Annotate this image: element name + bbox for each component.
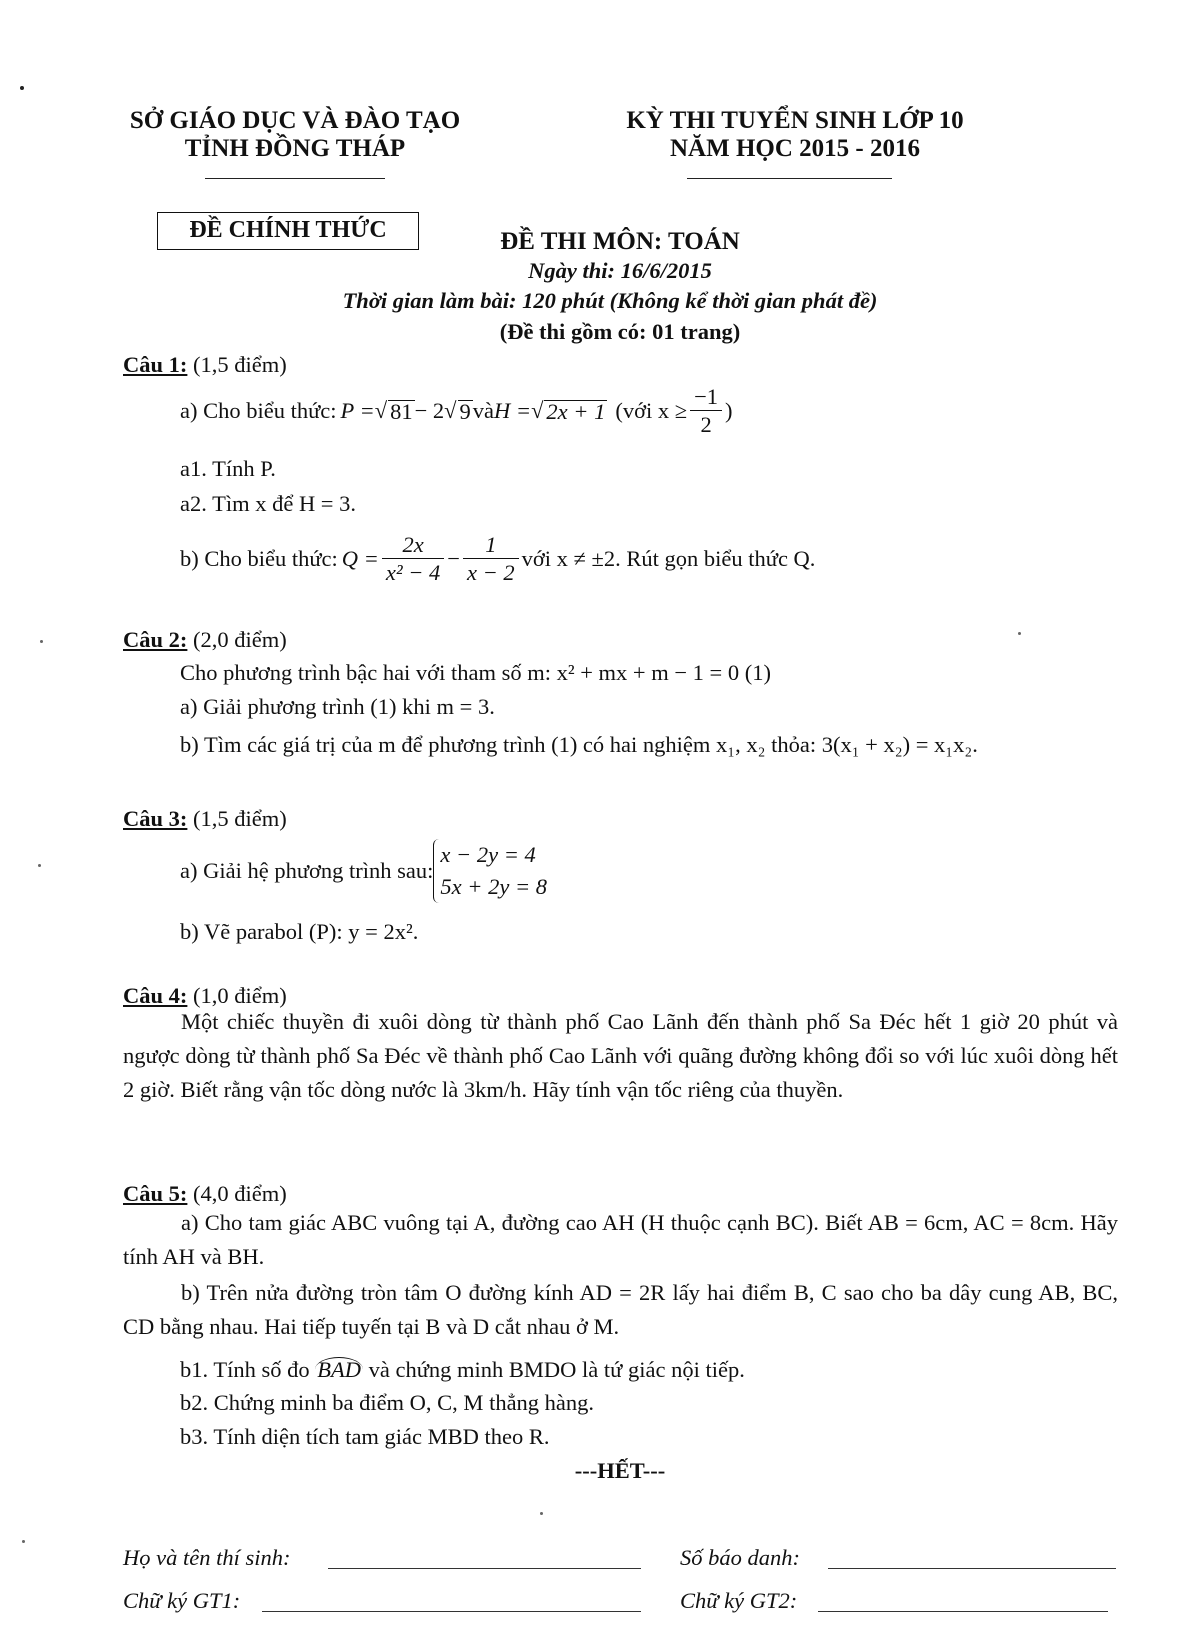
scan-speck bbox=[1018, 632, 1021, 635]
q5-b3: b3. Tính diện tích tam giác MBD theo R. bbox=[180, 1424, 550, 1449]
q2-b: b) Tìm các giá trị của m để phương trình (1) có hai nghiệm x₁, x₂ thỏa: 3(x₁ + x₂) = x₁x₂. bbox=[180, 732, 978, 757]
candidate-name-line bbox=[328, 1568, 641, 1569]
q3-heading bbox=[123, 806, 287, 832]
q1-heading bbox=[123, 352, 287, 378]
q5-heading bbox=[123, 1181, 287, 1207]
scan-speck bbox=[38, 864, 41, 867]
scan-speck bbox=[540, 1512, 543, 1515]
q1-b: b) Cho biểu thức: Q = $\frac{2x}{\text{x² − 4}}$ − $\frac{1}{x - 2}$ với x ≠ ±2. Rút gọn biểu thức Q. bbox=[180, 531, 816, 585]
q1-label: Câu 1: bbox=[123, 352, 188, 377]
exam-date: Ngày thi: 16/6/2015 bbox=[528, 258, 712, 283]
candidate-id-label: Số báo danh: bbox=[680, 1545, 800, 1570]
q5-b: b) Trên nửa đường tròn tâm O đường kính AD = 2R lấy hai điểm B, C sao cho ba dây cung AB, BC, CD bằng nhau. Hai tiếp tuyến tại B và D cắt nhau ở M. bbox=[123, 1280, 1118, 1339]
q1-a2: a2. Tìm x để H = 3. bbox=[180, 491, 357, 516]
exam-duration: Thời gian làm bài: 120 phút (Không kể thời gian phát đề) bbox=[342, 288, 878, 313]
exam-line-2: NĂM HỌC 2015 - 2016 bbox=[670, 135, 920, 162]
q1-points: (1,5 điểm) bbox=[187, 352, 287, 377]
q2-label: Câu 2: bbox=[123, 627, 188, 652]
q5-b1: b1. Tính số đo BAD và chứng minh BMDO là tứ giác nội tiếp. bbox=[180, 1357, 745, 1382]
official-badge-text: ĐỀ CHÍNH THỨC bbox=[189, 217, 387, 243]
issuer-line-1: SỞ GIÁO DỤC VÀ ĐÀO TẠO bbox=[129, 107, 461, 134]
q3-a: a) Giải hệ phương trình sau: x − 2y = 4 5x + 2y = 8 bbox=[180, 836, 547, 906]
arc-bad: BAD bbox=[317, 1357, 361, 1382]
q4-points: (1,0 điểm) bbox=[187, 983, 287, 1008]
exam-line-1: KỲ THI TUYỂN SINH LỚP 10 bbox=[626, 107, 964, 134]
q5-label: Câu 5: bbox=[123, 1181, 188, 1206]
q1-a1: a1. Tính P. bbox=[180, 456, 276, 481]
proctor2-signature-line bbox=[818, 1611, 1108, 1612]
q2-points: (2,0 điểm) bbox=[187, 627, 287, 652]
q5-b2: b2. Chứng minh ba điểm O, C, M thẳng hàng. bbox=[180, 1390, 595, 1415]
q5-a: a) Cho tam giác ABC vuông tại A, đường cao AH (H thuộc cạnh BC). Biết AB = 6cm, AC = 8cm. Hãy tính AH và BH. bbox=[123, 1210, 1118, 1269]
subject-title: ĐỀ THI MÔN: TOÁN bbox=[500, 228, 740, 255]
equation-2: 5x + 2y = 8 bbox=[440, 874, 548, 899]
q5-points: (4,0 điểm) bbox=[187, 1181, 287, 1206]
proctor1-signature-label: Chữ ký GT1: bbox=[123, 1588, 241, 1613]
q4-text: Một chiếc thuyền đi xuôi dòng từ thành phố Cao Lãnh đến thành phố Sa Đéc hết 1 giờ 20 phút và ngược dòng từ thành phố Sa Đéc về thành phố Cao Lãnh với quãng đường không đổi so với lúc xuôi dòng hết 2 giờ. Biết rằng vận tốc dòng nước là 3km/h. Hãy tính vận tốc riêng của thuyền. bbox=[123, 1009, 1118, 1102]
q2-heading bbox=[123, 627, 287, 653]
official-badge bbox=[157, 212, 419, 250]
q4-label: Câu 4: bbox=[123, 983, 188, 1008]
q3-b: b) Vẽ parabol (P): y = 2x². bbox=[180, 919, 419, 944]
sqrt-9: 9 bbox=[459, 398, 471, 424]
q1-a: a) Cho biểu thức: P = √ 81 − 2 √ 9 và H = √ 2x + 1 (với x ≥ $\frac{-1}{2}$ ) bbox=[180, 383, 733, 437]
q3-points: (1,5 điểm) bbox=[187, 806, 287, 831]
candidate-name-label: Họ và tên thí sinh: bbox=[123, 1545, 291, 1570]
issuer-line-2: TỈNH ĐỒNG THÁP bbox=[184, 135, 406, 162]
scan-speck bbox=[40, 640, 43, 643]
q1-condition-fraction: $\frac{-1}{2}$ bbox=[690, 384, 722, 439]
end-marker: ---HẾT--- bbox=[574, 1458, 666, 1483]
sqrt-2x-plus-1: 2x + 1 bbox=[546, 398, 606, 424]
issuer-divider bbox=[205, 178, 385, 179]
q1-fraction-2: $\frac{1}{x - 2}$ bbox=[463, 532, 519, 587]
scan-speck bbox=[22, 1540, 25, 1543]
equation-1: x − 2y = 4 bbox=[440, 842, 536, 867]
scan-speck bbox=[20, 86, 24, 90]
candidate-id-line bbox=[828, 1568, 1116, 1569]
q3-label: Câu 3: bbox=[123, 806, 188, 831]
proctor2-signature-label: Chữ ký GT2: bbox=[680, 1588, 798, 1613]
exam-pages: (Đề thi gồm có: 01 trang) bbox=[499, 319, 741, 344]
equation-system bbox=[433, 839, 547, 903]
sqrt-81: 81 bbox=[390, 398, 413, 424]
exam-divider bbox=[687, 178, 892, 179]
proctor1-signature-line bbox=[262, 1611, 641, 1612]
q1-fraction-1: $\frac{2x}{\text{x² − 4}}$ bbox=[382, 532, 444, 587]
q2-a: a) Giải phương trình (1) khi m = 3. bbox=[180, 694, 495, 719]
q2-intro: Cho phương trình bậc hai với tham số m: x² + mx + m − 1 = 0 (1) bbox=[180, 660, 771, 685]
